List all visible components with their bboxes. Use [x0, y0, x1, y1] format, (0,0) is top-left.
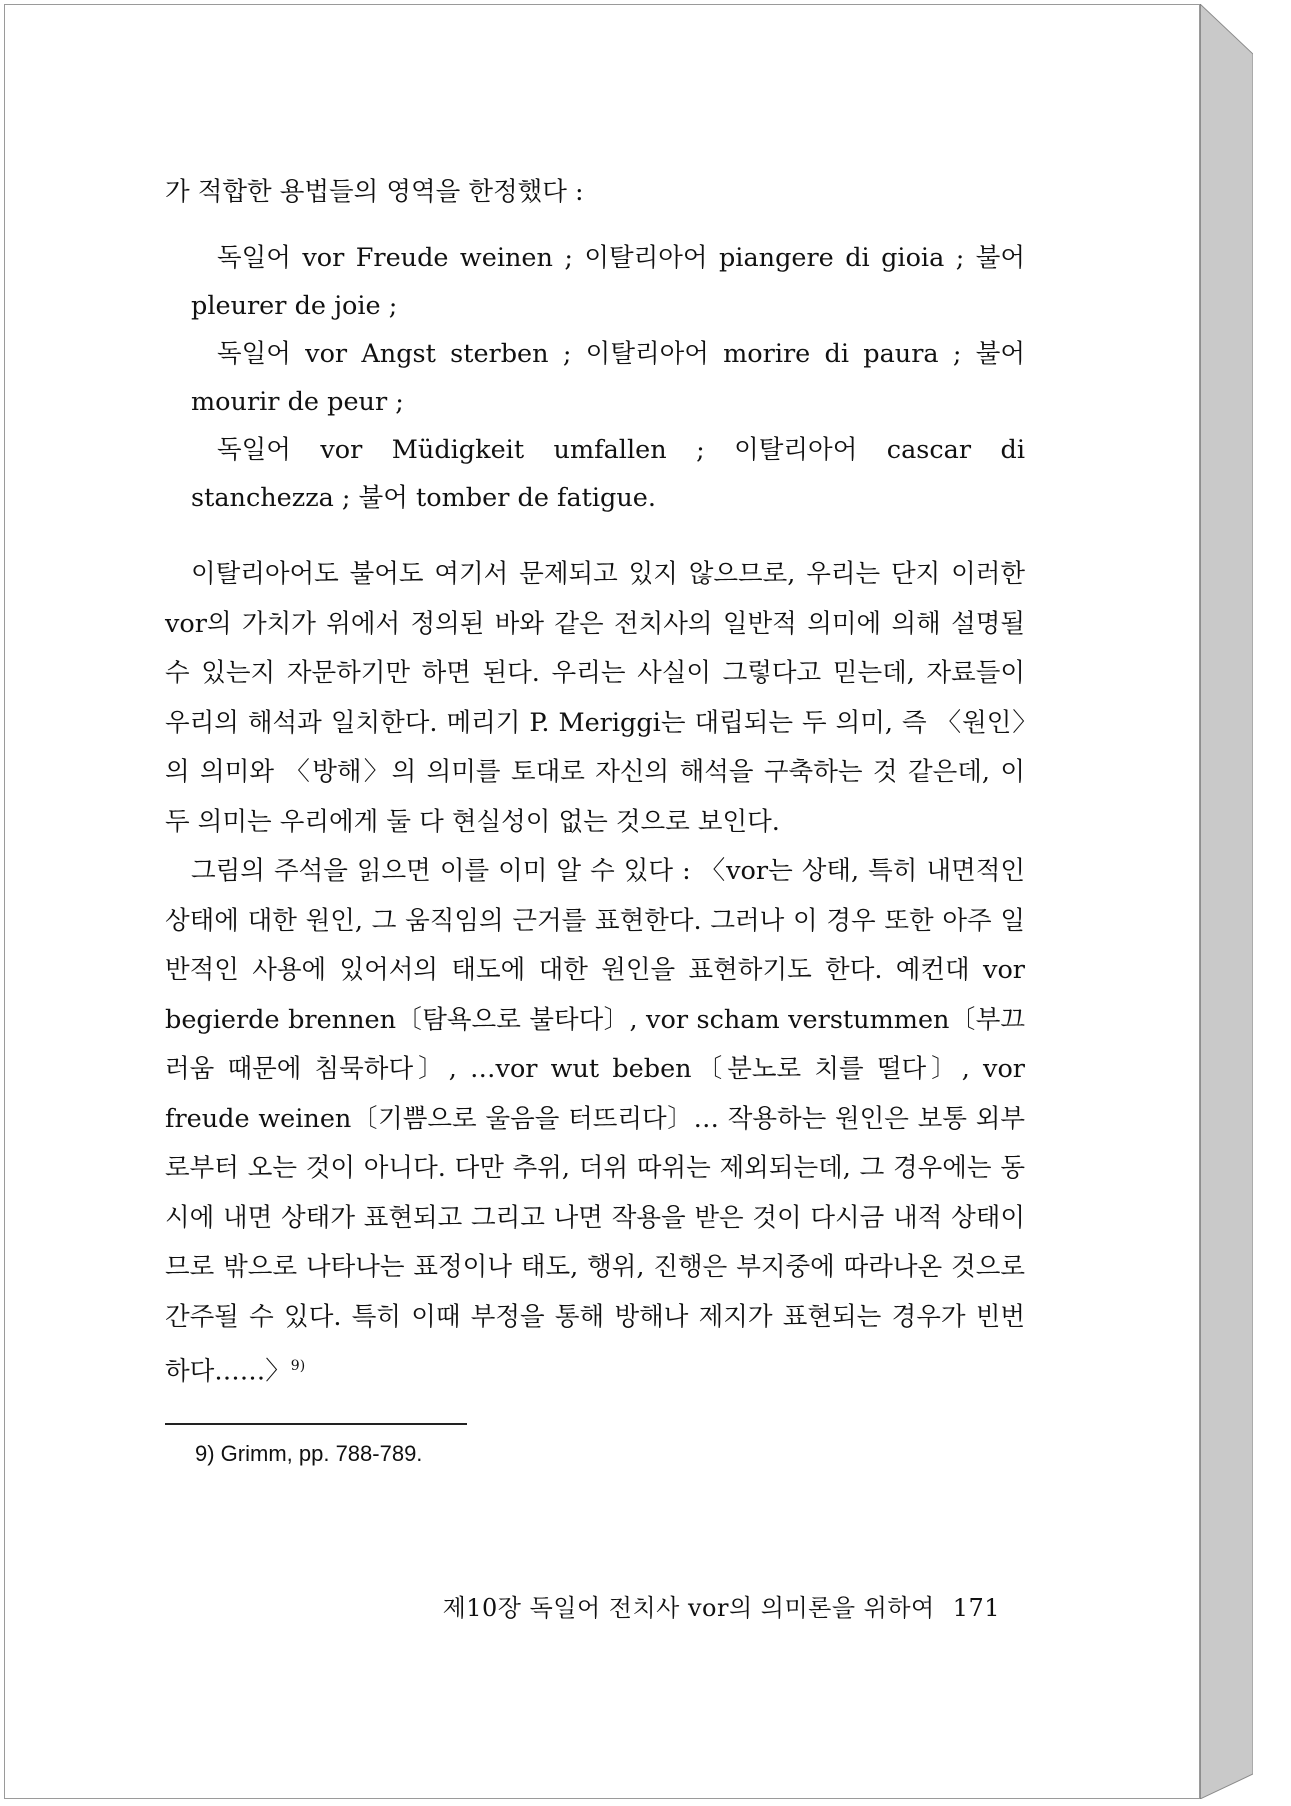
- example-item: 독일어 vor Müdigkeit umfallen ; 이탈리아어 cascar di stanchezza ; 불어 tomber de fatigue.: [191, 435, 1025, 513]
- footnote-divider: [165, 1423, 467, 1425]
- footnote: 9) Grimm, pp. 788-789.: [195, 1441, 423, 1466]
- page-content: [165, 170, 1025, 1467]
- chapter-title: 제10장 독일어 전치사 vor의 의미론을 위하여: [442, 1594, 935, 1622]
- quote-text: 그림의 주석을 읽으면 이를 이미 알 수 있다 : 〈vor는 상태, 특히 내면적인 상태에 대한 원인, 그 움직임의 근거를 표현한다. 그러나 이 경우 또한 아주 일반적인 사용에 있어서의 태도에 대한 원인을 표현하기도 한다. 예컨대 vor begierde brennen〔탐욕으로 불타다〕, vor scham verstummen〔부끄러움 때문에 침묵하다〕, …vor wut beben〔분노로 치를 떨다〕, vor freude weinen〔기쁨으로 울음을 터뜨리다〕… 작용하는 원인은 보통 외부로부터 오는 것이 아니다. 다만 추위, 더위 따위는 제외되는데, 그 경우에는 동시에 내면 상태가 표현되고 그리고 나면 작용을 받은 것이 다시금 내적 상태이므로 밖으로 나타나는 표정이나 태도, 행위, 진행은 부지중에 따라나온 것으로 간주될 수 있다. 특히 이때 부정을 통해 방해나 제지가 표현되는 경우가 빈번하다……〉: [165, 856, 1025, 1387]
- example-item: 독일어 vor Angst sterben ; 이탈리아어 morire di paura ; 불어 mourir de peur ;: [191, 339, 1025, 417]
- running-footer: [400, 1588, 1000, 1623]
- footnote-ref: 9): [290, 1358, 306, 1374]
- intro-line: 가 적합한 용법들의 영역을 한정했다 :: [165, 177, 584, 207]
- example-item: 독일어 vor Freude weinen ; 이탈리아어 piangere di gioia ; 불어 pleurer de joie ;: [191, 243, 1025, 321]
- examples-block: [165, 234, 1025, 522]
- page-number: 171: [952, 1594, 1000, 1622]
- body-paragraph-quote: [165, 847, 1025, 1397]
- page-edge-3d: [1200, 4, 1253, 1799]
- body-paragraph: 이탈리아어도 불어도 여기서 문제되고 있지 않으므로, 우리는 단지 이러한 vor의 가치가 위에서 정의된 바와 같은 전치사의 일반적 의미에 의해 설명될 수 있는지 자문하기만 하면 된다. 우리는 사실이 그렇다고 믿는데, 자료들이 우리의 해석과 일치한다. 메리기 P. Meriggi는 대립되는 두 의미, 즉 〈원인〉의 의미와 〈방해〉의 의미를 토대로 자신의 해석을 구축하는 것 같은데, 이 두 의미는 우리에게 둘 다 현실성이 없는 것으로 보인다.: [165, 559, 1025, 837]
